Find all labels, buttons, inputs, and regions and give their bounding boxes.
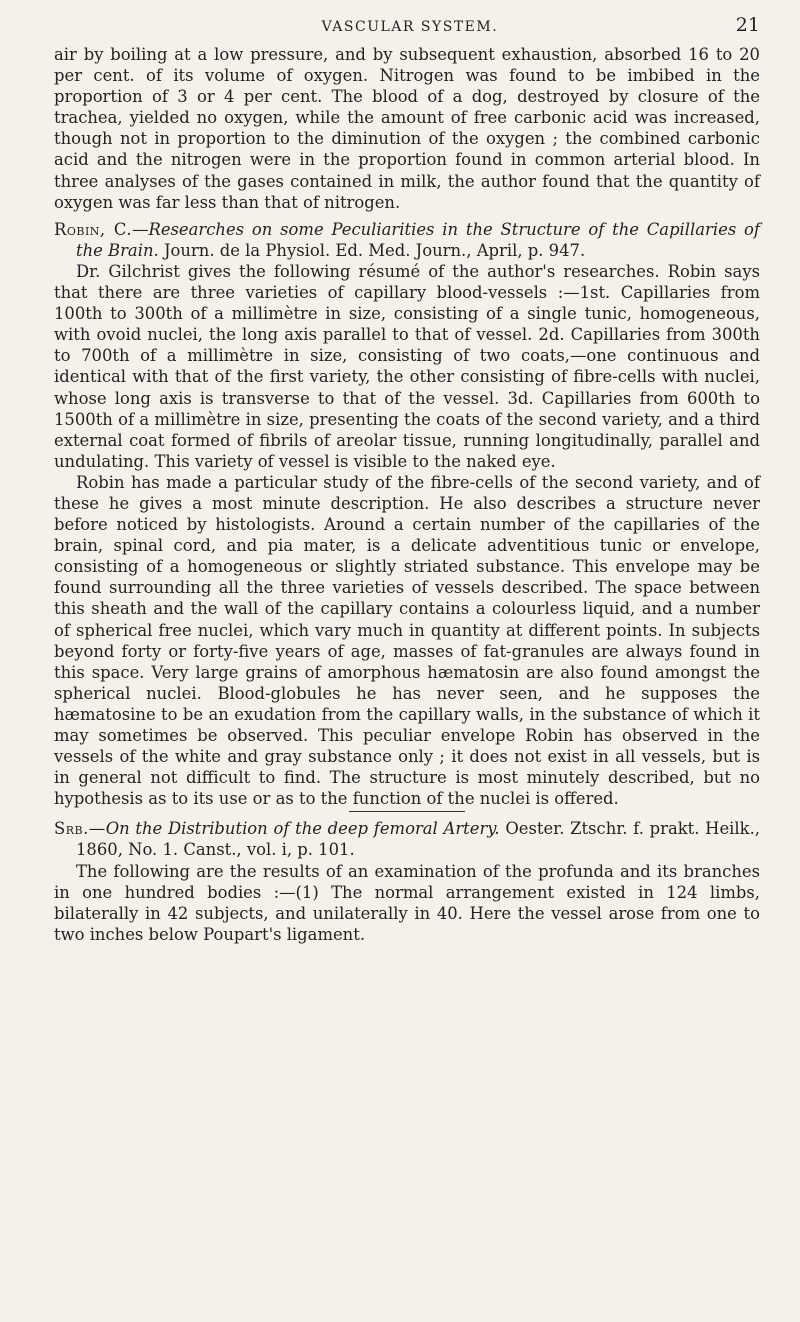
srb-author: Srb.—	[54, 819, 106, 839]
page-number: 21	[735, 14, 760, 36]
running-title: VASCULAR SYSTEM.	[321, 19, 499, 35]
robin-reference: Robin, C.—Researches on some Peculiarities in the Structure of the Capillaries of the Brain. Journ. de la Physiol. Ed. Med. Journ., April, p. 947.	[54, 219, 760, 260]
section-divider	[349, 811, 465, 812]
running-head	[54, 14, 760, 44]
robin-paragraph-2: Robin has made a particular study of the fibre-cells of the second variety, and of these he gives a most minute description. He also describes a structure never before noticed by histologists. Around a certain number of the capillaries of the brain, spinal cord, and pia mater, is a delicate adventitious tunic or envelope, consisting of a homogeneous or slightly striated substance. This envelope may be found surrounding all the three varieties of vessels described. The space between this sheath and the wall of the capillary contains a colourless liquid, and a number of spherical free nuclei, which vary much in quantity at different points. In subjects beyond forty or forty-five years of age, masses of fat-granules are always found in this space. Very large grains of amorphous hæmatosin are also found amongst the spherical nuclei. Blood-globules he has never seen, and he supposes the hæmatosine to be an exudation from the capillary walls, in the substance of which it may sometimes be observed. This peculiar envelope Robin has observed in the vessels of the white and gray substance only ; it does not exist in all vessels, but is in general not difficult to find. The structure is most minutely described, but no hypothesis as to its use or as to the function of the nuclei is offered.	[54, 472, 760, 809]
srb-title: On the Distribution of the deep femoral Artery.	[105, 819, 500, 839]
continuation-paragraph: air by boiling at a low pressure, and by subsequent exhaustion, absorbed 16 to 20 per cent. of its volume of oxygen. Nitrogen was found to be imbibed in the proportion of 3 or 4 per cent. The blood of a dog, destroyed by closure of the trachea, yielded no oxygen, while the amount of free carbonic acid was increased, though not in proportion to the diminution of the oxygen ; the combined carbonic acid and the nitrogen were in the proportion found in common arterial blood. In three analyses of the gases contained in milk, the author found that the quantity of oxygen was far less than that of nitrogen.	[54, 45, 760, 212]
robin-citation: Journ. de la Physiol. Ed. Med. Journ., April, p. 947.	[163, 240, 586, 260]
body-text	[54, 44, 760, 945]
srb-citation: Oester. Ztschr. f. prakt. Heilk., 1860, No. 1. Canst., vol. i, p. 101.	[76, 819, 760, 860]
robin-author: Robin, C.	[54, 219, 133, 239]
srb-paragraph: The following are the results of an examination of the profunda and its branches in one hundred bodies :—(1) The normal arrangement existed in 124 limbs, bilaterally in 42 subjects, and unilaterally in 40. Here the vessel arose from one to two inches below Poupart's ligament.	[54, 861, 760, 944]
srb-reference	[54, 818, 760, 860]
robin-title: Researches on some Peculiarities in the Structure of the Capillaries of the Brain.	[76, 219, 760, 260]
robin-paragraph-1: Dr. Gilchrist gives the following résumé of the author's researches. Robin says that there are three varieties of capillary blood-vessels :—1st. Capillaries from 100th to 300th of a millimètre in size, consisting of a single tunic, homogeneous, with ovoid nuclei, the long axis parallel to that of vessel. 2d. Capillaries from 300th to 700th of a millimètre in size, consisting of two coats,—one continuous and identical with that of the first variety, the other consisting of fibre-cells with nuclei, whose long axis is transverse to that of the vessel. 3d. Capillaries from 600th to 1500th of a millimètre in size, presenting the coats of the second variety, and a third external coat formed of fibrils of areolar tissue, running longitudinally, parallel and undulating. This variety of vessel is visible to the naked eye.	[54, 261, 760, 471]
